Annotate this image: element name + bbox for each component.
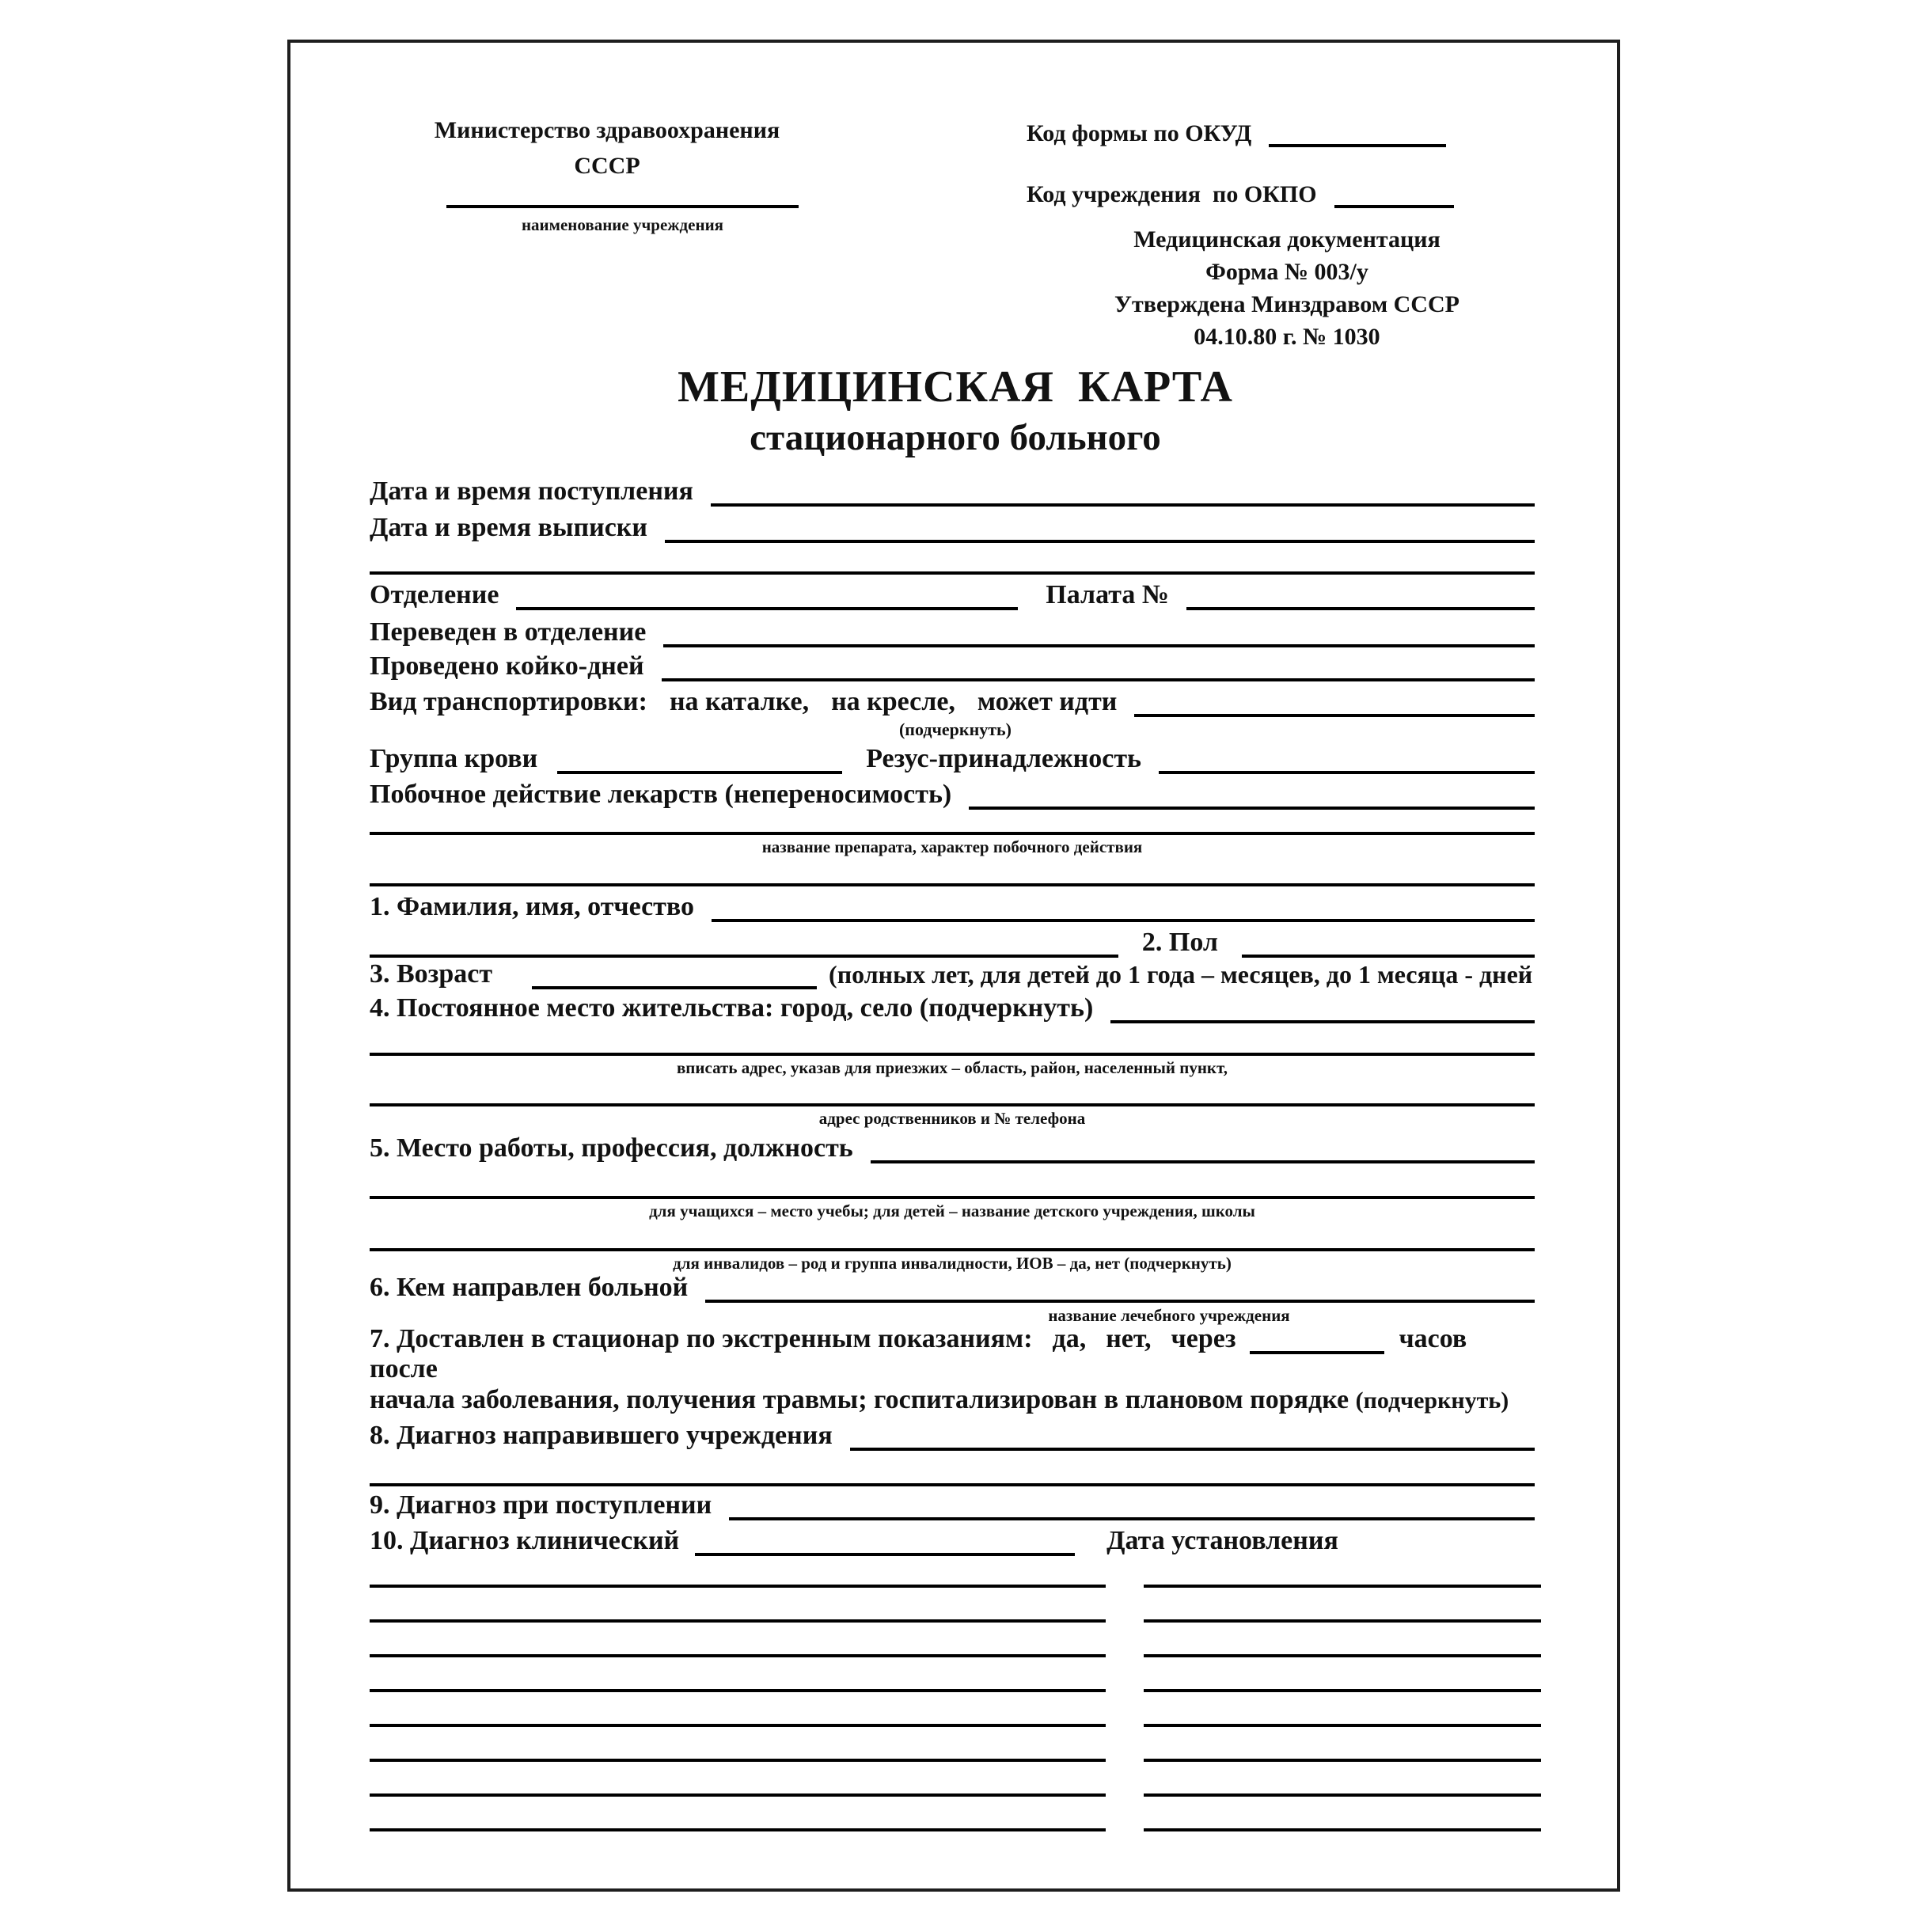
referred-by-caption: название лечебного учреждения xyxy=(1048,1306,1290,1325)
write-in-line xyxy=(1159,771,1535,774)
write-in-line xyxy=(1250,1351,1384,1354)
transport-row xyxy=(370,682,1535,717)
write-in-line xyxy=(1144,1654,1541,1657)
referred-by-label: 6. Кем направлен больной xyxy=(370,1273,689,1302)
doc-info-order: 04.10.80 г. № 1030 xyxy=(1194,324,1380,350)
blood-group-row xyxy=(370,739,1535,774)
ruled-line xyxy=(370,832,1535,835)
sex-row xyxy=(370,923,1535,958)
okpo-label: Код учреждения по ОКПО xyxy=(1027,181,1317,207)
residence-caption-address: вписать адрес, указав для приезжих – область, район, населенный пункт, xyxy=(676,1058,1228,1077)
ward-label: Палата № xyxy=(1046,580,1169,609)
write-in-line xyxy=(1144,1585,1541,1588)
admission-diagnosis-row xyxy=(370,1486,1535,1520)
diagnosis-grid-row xyxy=(370,1692,1541,1727)
doc-info-block xyxy=(1050,223,1524,353)
write-in-line xyxy=(711,503,1535,507)
diagnosis-date-label: Дата установления xyxy=(1106,1526,1338,1555)
ruled-line xyxy=(370,1053,1535,1056)
full-name-label: 1. Фамилия, имя, отчество xyxy=(370,892,695,921)
drug-reaction-label: Побочное действие лекарств (непереносимость) xyxy=(370,780,952,809)
ministry-country: СССР xyxy=(574,153,640,179)
write-in-line xyxy=(370,1724,1106,1727)
write-in-line xyxy=(516,607,1018,610)
admission-datetime-row xyxy=(370,472,1535,507)
drug-reaction-row xyxy=(370,775,1535,810)
drug-reaction-caption: название препарата, характер побочного действия xyxy=(761,837,1143,856)
doc-info-approved: Утверждена Минздравом СССР xyxy=(1114,291,1459,317)
referred-by-row xyxy=(370,1268,1535,1303)
referral-diagnosis-label: 8. Диагноз направившего учреждения xyxy=(370,1421,833,1450)
transport-option-gurney: на каталке, xyxy=(669,687,810,716)
write-in-line xyxy=(1144,1619,1541,1623)
residence-label: 4. Постоянное место жительства: город, село (подчеркнуть) xyxy=(370,993,1094,1023)
okud-label: Код формы по ОКУД xyxy=(1027,120,1252,146)
workplace-row xyxy=(370,1129,1535,1163)
emergency-onset-label: начала заболевания, получения травмы; госпитализирован в плановом порядке xyxy=(370,1385,1349,1414)
write-in-line xyxy=(1110,1020,1535,1023)
diagnosis-grid-row xyxy=(370,1762,1541,1797)
diagnosis-grid-row xyxy=(370,1623,1541,1657)
diagnosis-grid-row xyxy=(370,1797,1541,1831)
referral-diagnosis-row xyxy=(370,1416,1535,1451)
write-in-line xyxy=(871,1160,1535,1163)
ruled-line xyxy=(370,1103,1535,1106)
rh-factor-label: Резус-принадлежность xyxy=(866,744,1142,773)
write-in-line xyxy=(370,1619,1106,1623)
admission-diagnosis-label: 9. Диагноз при поступлении xyxy=(370,1490,712,1520)
ruled-line xyxy=(370,571,1535,575)
write-in-line xyxy=(705,1300,1535,1303)
emergency-hours-label: часов xyxy=(1399,1324,1467,1353)
blood-group-label: Группа крови xyxy=(370,744,538,773)
emergency-no-label: нет, xyxy=(1106,1324,1152,1353)
write-in-line xyxy=(969,807,1535,810)
write-in-line xyxy=(370,1654,1106,1657)
emergency-onset-note: (подчеркнуть) xyxy=(1355,1387,1509,1414)
diagnosis-grid-row xyxy=(370,1657,1541,1692)
emergency-through-label: через xyxy=(1171,1324,1236,1353)
ministry-name: Министерство здравоохранения xyxy=(434,117,780,143)
workplace-caption-disabled: для инвалидов – род и группа инвалидности, ИОВ – да, нет (подчеркнуть) xyxy=(673,1254,1232,1273)
transport-label: Вид транспортировки: xyxy=(370,687,647,716)
discharge-datetime-row xyxy=(370,508,1535,543)
write-in-line xyxy=(1144,1828,1541,1831)
ministry-block xyxy=(409,112,805,184)
emergency-onset-row xyxy=(370,1385,1509,1415)
residence-caption-relatives: адрес родственников и № телефона xyxy=(818,1109,1086,1128)
transferred-label: Переведен в отделение xyxy=(370,617,647,647)
ruled-line xyxy=(370,1248,1535,1251)
institution-name-caption: наименование учреждения xyxy=(521,215,724,234)
form-subtitle: стационарного больного xyxy=(750,417,1161,458)
department-row xyxy=(370,575,1535,610)
age-label: 3. Возраст xyxy=(370,959,493,989)
okud-write-in-line xyxy=(1269,144,1446,147)
residence-row xyxy=(370,989,1535,1023)
write-in-line xyxy=(370,1585,1106,1588)
write-in-line xyxy=(850,1448,1535,1451)
transport-option-walk: может идти xyxy=(977,687,1118,716)
age-note: (полных лет, для детей до 1 года – месяцев, до 1 месяца - дней xyxy=(829,960,1533,989)
write-in-line xyxy=(729,1517,1535,1520)
write-in-line xyxy=(662,678,1535,681)
write-in-line xyxy=(1144,1689,1541,1692)
write-in-line xyxy=(1134,714,1535,717)
full-name-row xyxy=(370,887,1535,922)
emergency-after-label: после xyxy=(370,1354,438,1384)
doc-info-form-number: Форма № 003/у xyxy=(1205,259,1368,285)
write-in-line xyxy=(370,1759,1106,1762)
workplace-label: 5. Место работы, профессия, должность xyxy=(370,1133,853,1163)
write-in-line xyxy=(1144,1793,1541,1797)
diagnosis-grid-row xyxy=(370,1553,1541,1588)
emergency-admission-row xyxy=(370,1319,1535,1354)
department-label: Отделение xyxy=(370,580,499,609)
okud-code-row xyxy=(1027,116,1446,147)
write-in-line xyxy=(1144,1724,1541,1727)
diagnosis-grid xyxy=(370,1553,1541,1831)
transferred-row xyxy=(370,613,1535,647)
age-row xyxy=(370,955,1535,989)
diagnosis-grid-row xyxy=(370,1588,1541,1623)
workplace-caption-students: для учащихся – место учебы; для детей – название детского учреждения, школы xyxy=(649,1201,1255,1220)
bed-days-label: Проведено койко-дней xyxy=(370,651,644,681)
doc-info-type: Медицинская документация xyxy=(1133,226,1440,252)
write-in-line xyxy=(1144,1759,1541,1762)
ruled-line xyxy=(370,1196,1535,1199)
okpo-write-in-line xyxy=(1334,205,1454,208)
transport-underline-caption: (подчеркнуть) xyxy=(898,719,1012,739)
write-in-line xyxy=(557,771,842,774)
transport-option-wheelchair: на кресле, xyxy=(831,687,955,716)
emergency-yes-label: да, xyxy=(1052,1324,1087,1353)
form-page xyxy=(287,40,1620,1892)
okpo-code-row xyxy=(1027,176,1454,208)
admission-datetime-label: Дата и время поступления xyxy=(370,476,693,506)
bed-days-row xyxy=(370,647,1535,681)
ruled-line xyxy=(370,883,1535,886)
write-in-line xyxy=(370,1689,1106,1692)
write-in-line xyxy=(370,1828,1106,1831)
diagnosis-grid-row xyxy=(370,1727,1541,1762)
form-title: МЕДИЦИНСКАЯ КАРТА xyxy=(678,362,1233,412)
clinical-diagnosis-label: 10. Диагноз клинический xyxy=(370,1526,680,1555)
clinical-diagnosis-row xyxy=(370,1521,1535,1556)
emergency-admission-label: 7. Доставлен в стационар по экстренным показаниям: xyxy=(370,1324,1033,1353)
institution-name-line xyxy=(446,205,799,208)
write-in-line xyxy=(665,540,1535,543)
write-in-line xyxy=(712,919,1535,922)
write-in-line xyxy=(370,1793,1106,1797)
write-in-line xyxy=(1186,607,1535,610)
sex-label: 2. Пол xyxy=(1141,928,1218,957)
discharge-datetime-label: Дата и время выписки xyxy=(370,513,647,542)
